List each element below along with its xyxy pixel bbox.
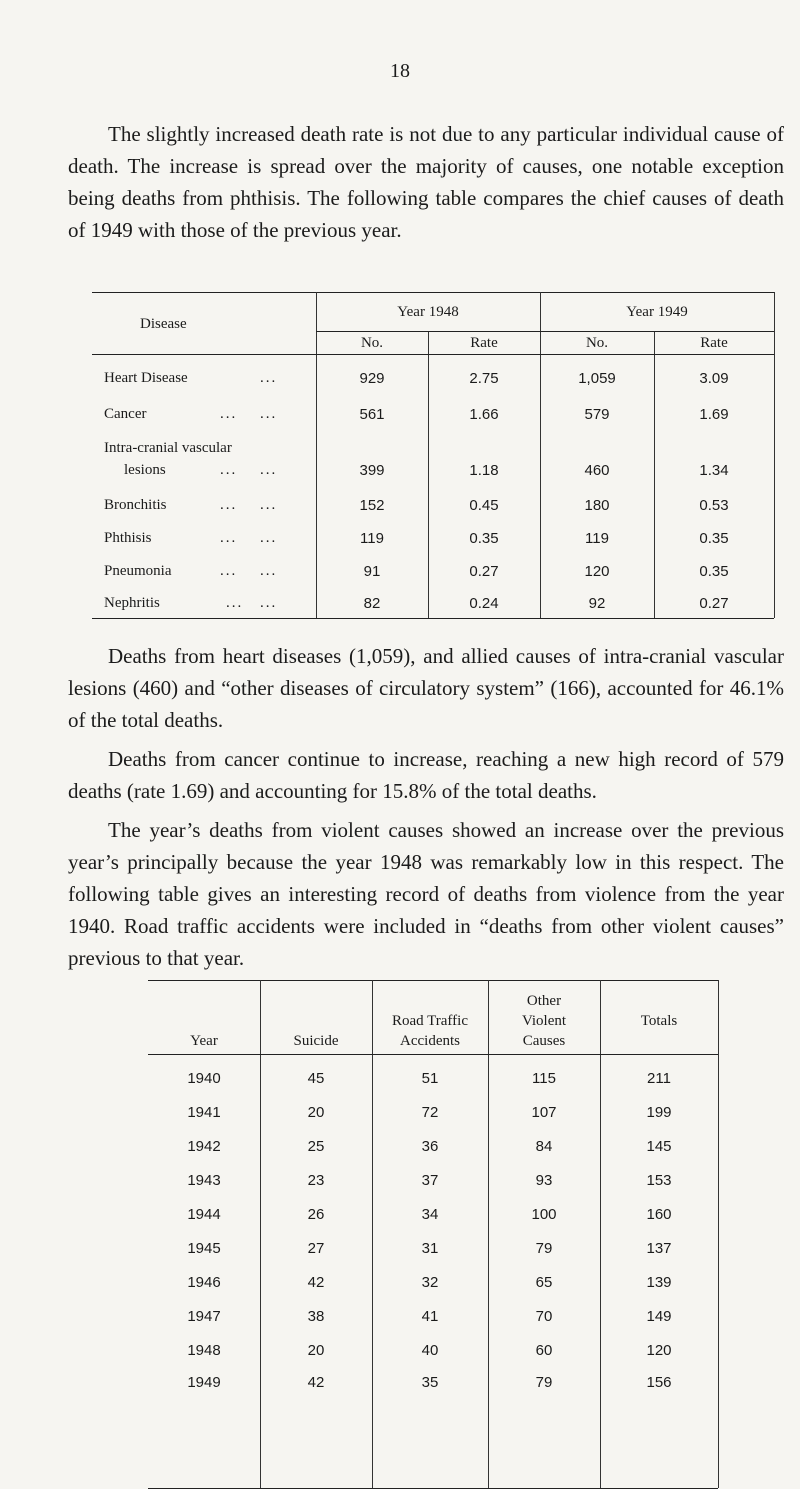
disease-name-line1: Intra-cranial vascular (104, 440, 232, 456)
year-cell: 1943 (187, 1172, 221, 1189)
year-cell: 1942 (187, 1138, 221, 1155)
number-1948: 91 (363, 563, 381, 580)
disease-name: Cancer (104, 406, 147, 422)
leader-dots: ... (220, 563, 238, 579)
leader-dots: ... (260, 530, 278, 546)
paragraph-cancer: Deaths from cancer continue to increase, reaching a new high record of 579 deaths (rate 1.69) and accounting for 15.8% of the total deaths. (68, 747, 784, 803)
header-year-1949: Year 1949 (626, 304, 688, 320)
rate-1949: 0.35 (699, 563, 729, 580)
rate-1948: 1.66 (469, 406, 499, 423)
table-bottom-rule (92, 618, 774, 619)
header-road-traffic-line2: Accidents (400, 1033, 460, 1049)
road-traffic-cell: 35 (421, 1374, 439, 1391)
header-year-1948: Year 1948 (397, 304, 459, 320)
year-cell: 1948 (187, 1342, 221, 1359)
total-cell: 149 (646, 1308, 672, 1325)
suicide-cell: 20 (307, 1342, 325, 1359)
rate-1949: 0.53 (699, 497, 729, 514)
leader-dots: ... (220, 530, 238, 546)
header-other-violent-line3: Causes (522, 1033, 566, 1049)
number-1949: 92 (588, 595, 606, 612)
year-cell: 1946 (187, 1274, 221, 1291)
number-1949: 180 (584, 497, 610, 514)
total-cell: 120 (646, 1342, 672, 1359)
road-traffic-cell: 34 (421, 1206, 439, 1223)
other-violent-cell: 84 (535, 1138, 553, 1155)
other-violent-cell: 70 (535, 1308, 553, 1325)
disease-name: Heart Disease (104, 370, 188, 386)
disease-name: lesions (124, 462, 166, 478)
table-top-rule (148, 980, 718, 981)
rate-1948: 0.27 (469, 563, 499, 580)
total-cell: 145 (646, 1138, 672, 1155)
total-cell: 199 (646, 1104, 672, 1121)
rate-1948: 0.45 (469, 497, 499, 514)
suicide-cell: 38 (307, 1308, 325, 1325)
other-violent-cell: 79 (535, 1240, 553, 1257)
column-divider (718, 980, 719, 1488)
paragraph-death-rate-intro: The slightly increased death rate is not due to any particular individual cause of death. The increase is spread over the majority of causes, one notable exception being deaths from phthisis. The following table compares the chief causes of death of 1949 with those of the previous year. (68, 122, 784, 242)
other-violent-cell: 79 (535, 1374, 553, 1391)
suicide-cell: 42 (307, 1374, 325, 1391)
suicide-cell: 20 (307, 1104, 325, 1121)
total-cell: 139 (646, 1274, 672, 1291)
rate-1949: 0.35 (699, 530, 729, 547)
other-violent-cell: 60 (535, 1342, 553, 1359)
rate-1949: 1.34 (699, 462, 729, 479)
rate-1948: 0.35 (469, 530, 499, 547)
disease-name: Nephritis (104, 595, 160, 611)
disease-name: Pneumonia (104, 563, 172, 579)
disease-name: Phthisis (104, 530, 152, 546)
leader-dots: ... (260, 595, 278, 611)
total-cell: 137 (646, 1240, 672, 1257)
total-cell: 153 (646, 1172, 672, 1189)
rate-1948: 2.75 (469, 370, 499, 387)
year-cell: 1944 (187, 1206, 221, 1223)
leader-dots: ... (260, 370, 278, 386)
rate-1949: 3.09 (699, 370, 729, 387)
suicide-cell: 27 (307, 1240, 325, 1257)
other-violent-cell: 100 (531, 1206, 557, 1223)
year-cell: 1940 (187, 1070, 221, 1087)
year-cell: 1941 (187, 1104, 221, 1121)
leader-dots: ... (220, 406, 238, 422)
road-traffic-cell: 31 (421, 1240, 439, 1257)
header-road-traffic-line1: Road Traffic (392, 1013, 468, 1029)
other-violent-cell: 65 (535, 1274, 553, 1291)
year-cell: 1945 (187, 1240, 221, 1257)
page-number: 18 (390, 60, 410, 82)
number-1948: 82 (363, 595, 381, 612)
disease-name: Bronchitis (104, 497, 167, 513)
header-totals: Totals (640, 1013, 678, 1029)
column-divider (372, 980, 373, 1488)
header-no-1948: No. (360, 335, 384, 351)
table-top-rule (92, 292, 774, 293)
road-traffic-cell: 41 (421, 1308, 439, 1325)
number-1949: 1,059 (578, 370, 616, 387)
number-1949: 119 (585, 530, 609, 547)
column-divider (774, 292, 775, 618)
other-violent-cell: 107 (531, 1104, 557, 1121)
leader-dots: ... (260, 462, 278, 478)
other-violent-cell: 115 (532, 1070, 556, 1087)
suicide-cell: 23 (307, 1172, 325, 1189)
leader-dots: ... (220, 462, 238, 478)
header-other-violent-line1: Other (526, 993, 562, 1009)
leader-dots: ... (260, 563, 278, 579)
number-1948: 929 (359, 370, 385, 387)
header-bottom-rule (92, 354, 774, 355)
column-divider (488, 980, 489, 1488)
rate-1949: 0.27 (699, 595, 729, 612)
column-divider (260, 980, 261, 1488)
header-suicide: Suicide (293, 1033, 339, 1049)
total-cell: 211 (647, 1070, 671, 1087)
road-traffic-cell: 51 (421, 1070, 439, 1087)
paragraph-violent-causes: The year’s deaths from violent causes showed an increase over the previous year’s principally because the year 1948 was remarkably low in this respect. The following table gives an interesting record of deaths from violence from the year 1940. Road traffic accidents were included in “deaths from other violent causes” previous to that year. (68, 818, 784, 970)
suicide-cell: 25 (307, 1138, 325, 1155)
header-other-violent-line2: Violent (521, 1013, 567, 1029)
suicide-cell: 45 (307, 1070, 325, 1087)
rate-1948: 0.24 (469, 595, 499, 612)
number-1948: 119 (360, 530, 384, 547)
year-cell: 1947 (187, 1308, 221, 1325)
header-rule (316, 331, 540, 332)
leader-dots: ... (226, 595, 244, 611)
number-1948: 152 (359, 497, 385, 514)
number-1948: 561 (359, 406, 385, 423)
paragraph-heart-diseases: Deaths from heart diseases (1,059), and allied causes of intra-cranial vascular lesions (460) and “other diseases of circulatory system” (166), accounted for 46.1% of the total deaths. (68, 644, 784, 732)
header-no-1949: No. (585, 335, 609, 351)
road-traffic-cell: 36 (421, 1138, 439, 1155)
number-1949: 460 (584, 462, 610, 479)
road-traffic-cell: 72 (421, 1104, 439, 1121)
road-traffic-cell: 37 (421, 1172, 439, 1189)
rate-1948: 1.18 (469, 462, 499, 479)
suicide-cell: 26 (307, 1206, 325, 1223)
total-cell: 160 (646, 1206, 672, 1223)
road-traffic-cell: 40 (421, 1342, 439, 1359)
header-year: Year (190, 1033, 218, 1049)
header-disease: Disease (140, 316, 187, 332)
suicide-cell: 42 (307, 1274, 325, 1291)
leader-dots: ... (220, 497, 238, 513)
header-rate-1948: Rate (470, 335, 498, 351)
road-traffic-cell: 32 (421, 1274, 439, 1291)
total-cell: 156 (646, 1374, 672, 1391)
header-rate-1949: Rate (700, 335, 728, 351)
header-rule (540, 331, 774, 332)
rate-1949: 1.69 (699, 406, 729, 423)
header-bottom-rule (148, 1054, 718, 1055)
column-divider (600, 980, 601, 1488)
leader-dots: ... (260, 406, 278, 422)
year-cell: 1949 (187, 1374, 221, 1391)
number-1948: 399 (359, 462, 385, 479)
other-violent-cell: 93 (535, 1172, 553, 1189)
number-1949: 120 (584, 563, 610, 580)
leader-dots: ... (260, 497, 278, 513)
number-1949: 579 (584, 406, 610, 423)
